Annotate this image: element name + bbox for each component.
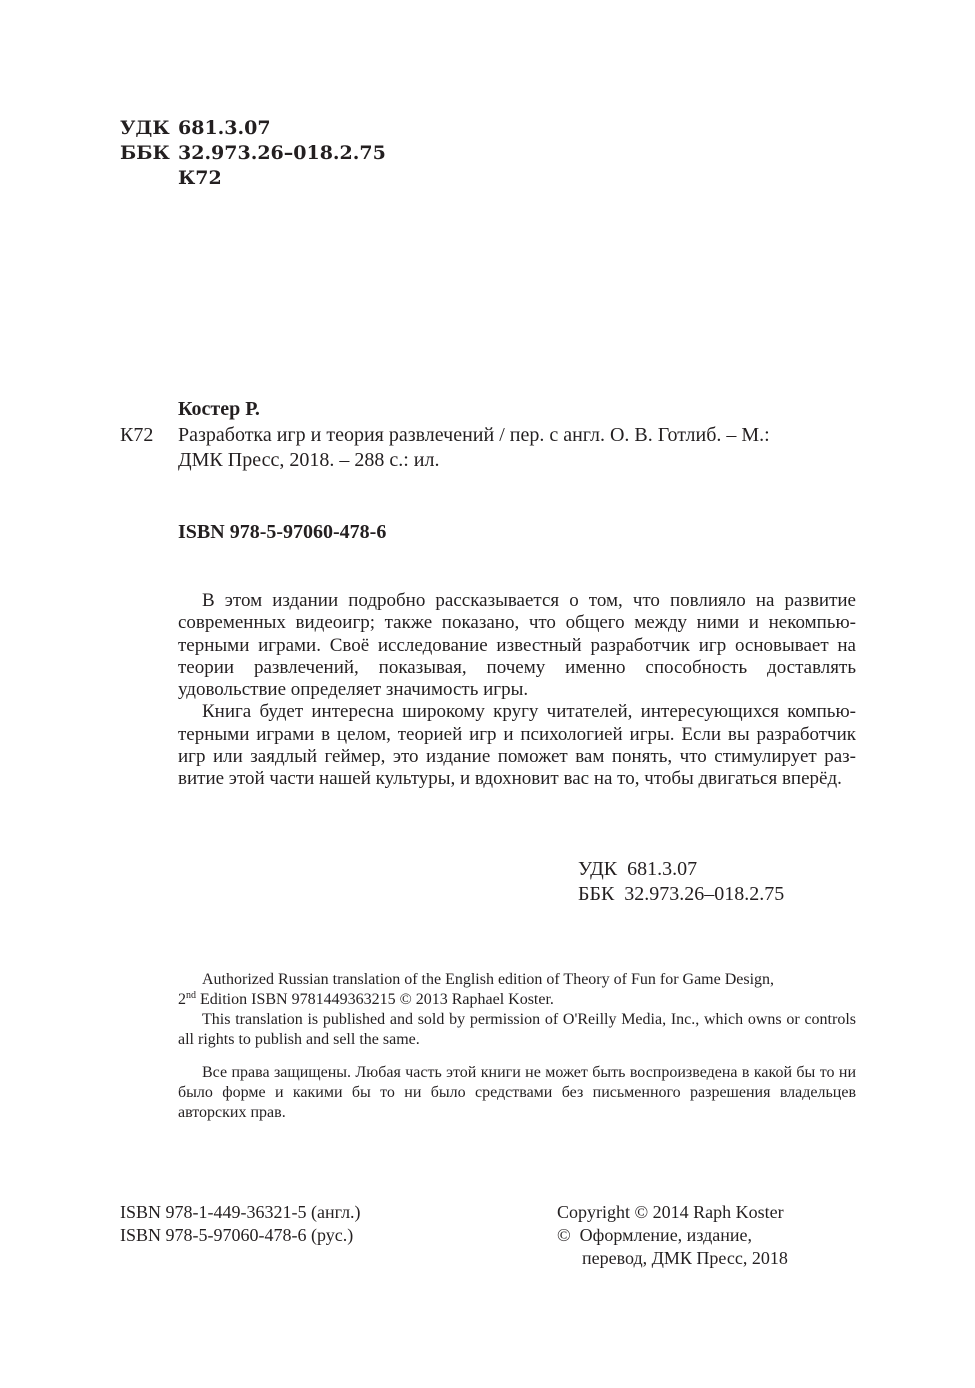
permission-notice: This translation is published and sold by permission of O'Reilly Media, Inc., which owns or controls all rights to publish and sell the same.: [178, 1011, 856, 1048]
isbn-russian: ISBN 978-5-97060-478-6 (рус.): [120, 1225, 354, 1245]
author-name: Костер Р.: [178, 398, 260, 420]
isbn-english: ISBN 978-1-449-36321-5 (англ.): [120, 1202, 361, 1222]
edition-isbn: Edition ISBN 9781449363215 © 2013 Raphael Koster.: [196, 991, 554, 1008]
udk-label: УДК: [120, 117, 170, 139]
annotation-paragraph-2: Книга будет интересна широкому кругу читателей, интересующихся компьютерными играми в целом, теорией игр и психологией игры. Если вы разработчик игр или заядлый геймер, это издание поможет вам понять, что стимулирует развитие этой части нашей культуры, и вдохновит вас на то, чтобы двигаться вперёд.: [178, 701, 856, 790]
copyright-author: Copyright © 2014 Raph Koster: [557, 1202, 784, 1222]
udk-repeat: УДК 681.3.07: [578, 858, 698, 880]
record-title-line: Разработка игр и теория развлечений / пер. с англ. О. В. Готлиб. – М.:: [178, 424, 770, 446]
annotation: [178, 590, 856, 791]
translation-notice: [178, 970, 856, 1050]
bbk-value: 32.973.26–018.2.75: [178, 142, 386, 164]
rights-notice: Все права защищены. Любая часть этой книги не может быть воспроизведена в какой бы то ни было форме и какими бы то ни было средствами без письменного разрешения владельцев авторских прав.: [178, 1064, 856, 1121]
bbk-label: ББК: [120, 142, 170, 164]
copyright-publisher-cont: перевод, ДМК Пресс, 2018: [582, 1248, 788, 1268]
record-mark: К72: [120, 424, 154, 446]
author-mark: К72: [178, 167, 222, 189]
record-publisher-line: ДМК Пресс, 2018. – 288 с.: ил.: [178, 449, 440, 471]
udk-value: 681.3.07: [178, 117, 271, 139]
translation-notice-line-2: [178, 990, 856, 1010]
translation-notice-line-1: Authorized Russian translation of the English edition of Theory of Fun for Game Design,: [202, 971, 775, 988]
record-isbn: ISBN 978-5-97060-478-6: [178, 521, 387, 543]
edition-number: 2: [178, 991, 186, 1008]
annotation-paragraph-1: В этом издании подробно рассказывается о том, что повлияло на развитие современных видеоигр; также показано, что общего между ними и некомпьютерными играми. Своё исследование известный разработчик игр основывает на теории развлечений, показывая, почему именно способность доставлять удовольствие определяет значимость игры.: [178, 590, 856, 701]
bbk-repeat: ББК 32.973.26–018.2.75: [578, 883, 785, 905]
copyright-publisher: © Оформление, издание,: [557, 1225, 753, 1245]
edition-suffix: nd: [186, 990, 196, 1001]
